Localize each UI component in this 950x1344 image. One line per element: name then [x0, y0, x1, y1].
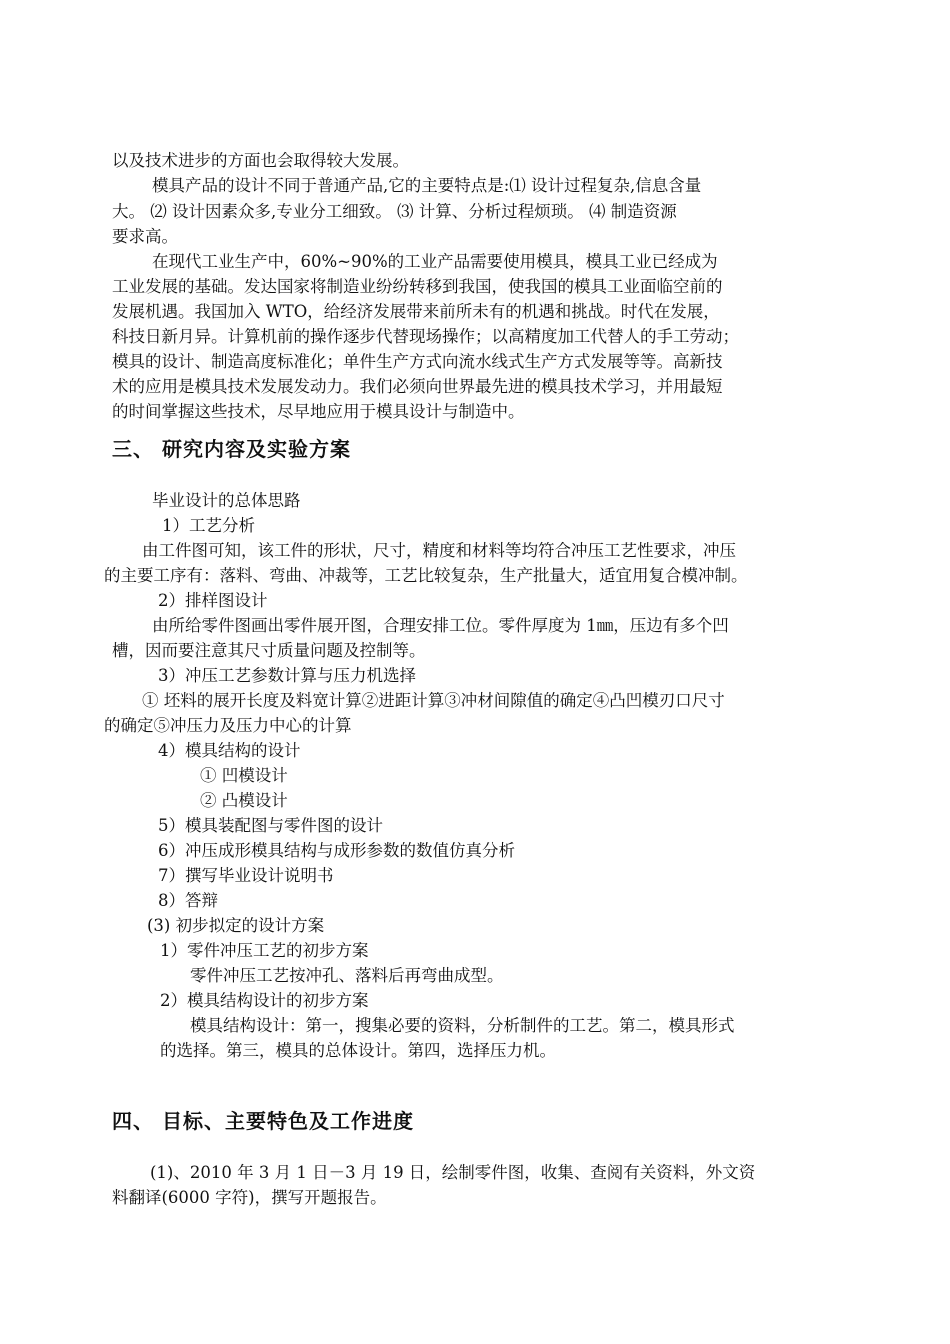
paragraph-line: 毕业设计的总体思路 [152, 491, 301, 510]
list-item: 4）模具结构的设计 [158, 741, 301, 760]
paragraph-line: 零件冲压工艺按冲孔、落料后再弯曲成型。 [190, 966, 504, 985]
list-item: 1）工艺分析 [162, 516, 255, 535]
list-item: ② 凸模设计 [200, 791, 288, 810]
paragraph-line: 的时间掌握这些技术，尽早地应用于模具设计与制造中。 [112, 402, 525, 421]
paragraph-line: 发展机遇。我国加入 WTO，给经济发展带来前所未有的机遇和挑战。时代在发展， [112, 302, 720, 321]
paragraph-line: 由所给零件图画出零件展开图，合理安排工位。零件厚度为 1㎜，压边有多个凹 [152, 616, 729, 635]
list-item: 2）排样图设计 [158, 591, 268, 610]
section-heading: 四、 目标、主要特色及工作进度 [112, 1109, 414, 1133]
list-item: 7）撰写毕业设计说明书 [158, 866, 334, 885]
paragraph-line: 模具产品的设计不同于普通产品,它的主要特点是:⑴ 设计过程复杂,信息含量 [152, 176, 702, 195]
list-item: ① 凹模设计 [200, 766, 288, 785]
paragraph-line: 要求高。 [112, 227, 178, 246]
paragraph-line: ① 坯料的展开长度及料宽计算②进距计算③冲材间隙值的确定④凸凹模刃口尺寸 [142, 691, 725, 710]
paragraph-line: 由工件图可知，该工件的形状，尺寸，精度和材料等均符合冲压工艺性要求，冲压 [142, 541, 736, 560]
paragraph-line: 术的应用是模具技术发展发动力。我们必须向世界最先进的模具技术学习，并用最短 [112, 377, 723, 396]
paragraph-line: 工业发展的基础。发达国家将制造业纷纷转移到我国，使我国的模具工业面临空前的 [112, 277, 723, 296]
paragraph-line: 槽，因而要注意其尺寸质量问题及控制等。 [112, 641, 426, 660]
paragraph-line: 科技日新月异。计算机前的操作逐步代替现场操作；以高精度加工代替人的手工劳动； [112, 327, 739, 346]
list-item: 3）冲压工艺参数计算与压力机选择 [158, 666, 416, 685]
paragraph-line: 模具结构设计：第一，搜集必要的资料，分析制件的工艺。第二，模具形式 [190, 1016, 735, 1035]
list-item: 6）冲压成形模具结构与成形参数的数值仿真分析 [158, 841, 515, 860]
list-item: 2）模具结构设计的初步方案 [160, 991, 369, 1010]
list-item: 1）零件冲压工艺的初步方案 [160, 941, 369, 960]
paragraph-line: 料翻译(6000 字符)，撰写开题报告。 [112, 1188, 387, 1207]
paragraph-line: 以及技术进步的方面也会取得较大发展。 [112, 151, 409, 170]
paragraph-line: 的确定⑤冲压力及压力中心的计算 [104, 716, 352, 735]
list-item: 5）模具装配图与零件图的设计 [158, 816, 383, 835]
list-item: (3) 初步拟定的设计方案 [147, 916, 325, 935]
paragraph-line: 的选择。第三，模具的总体设计。第四，选择压力机。 [160, 1041, 556, 1060]
paragraph-line: 的主要工序有：落料、弯曲、冲裁等，工艺比较复杂，生产批量大，适宜用复合模冲制。 [104, 566, 748, 585]
list-item: 8）答辩 [158, 891, 218, 910]
paragraph-line: 大。 ⑵ 设计因素众多,专业分工细致。 ⑶ 计算、分析过程烦琐。 ⑷ 制造资源 [112, 202, 677, 221]
paragraph-line: (1)、2010 年 3 月 1 日－3 月 19 日，绘制零件图，收集、查阅有关资料，外文资 [150, 1163, 756, 1182]
paragraph-line: 模具的设计、制造高度标准化；单件生产方式向流水线式生产方式发展等等。高新技 [112, 352, 723, 371]
paragraph-line: 在现代工业生产中，60%~90%的工业产品需要使用模具，模具工业已经成为 [152, 252, 718, 271]
section-heading: 三、 研究内容及实验方案 [112, 437, 351, 461]
